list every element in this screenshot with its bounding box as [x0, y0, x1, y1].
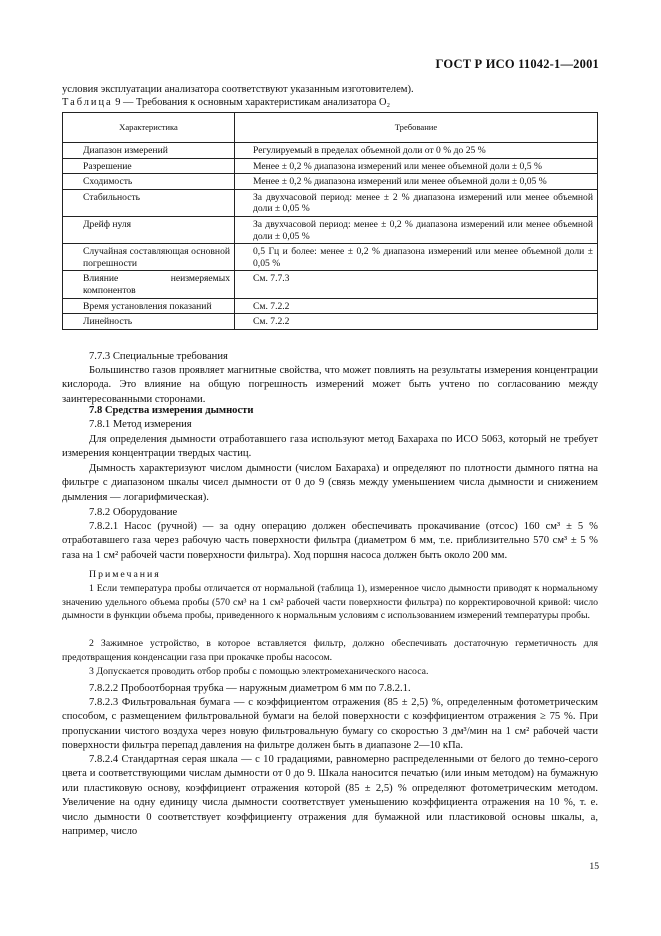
table-caption-word: Таблица: [62, 97, 113, 108]
section-7-8-2-4: 7.8.2.4 Стандартная серая шкала — с 10 градациями, равномерно распределенными от белого до темно-серого цвета и соответствующими числам дымности от 0 до 9. Шкала наносится печатью (или иным методом) на бумажную или пластиковую основу, коэффициент отражения которой (85 ± 2,5) % определяют фотометрическим методом. Увеличение на одну единицу числа дымности соответствует уменьшению коэффициента отражения на 10 %, т. е. число дымности 0 соответствует коэффициенту отражения для бумажной или пластиковой основы шкалы, а, например, число: [62, 754, 598, 838]
cell-requirement: За двухчасовой период: менее ± 2 % диапазона измерений или менее объемной доли ± 0,05 %: [235, 189, 598, 216]
cell-requirement: За двухчасовой период: менее ± 0,2 % диапазона измерений или менее объемной доли ± 0,05 %: [235, 216, 598, 243]
note-3: 3 Допускается проводить отбор пробы с помощью электромеханического насоса.: [89, 666, 429, 677]
notes-title: Примечания: [89, 569, 161, 580]
table-row: [63, 314, 598, 330]
table-row: [63, 298, 598, 314]
requirements-table: [62, 112, 598, 330]
section-7-8-2-title: 7.8.2 Оборудование: [89, 507, 178, 518]
cell-characteristic: Дрейф нуля: [63, 216, 235, 243]
intro-text: условия эксплуатации анализатора соответствуют указанным изготовителем).: [62, 84, 414, 95]
note-1: 1 Если температура пробы отличается от нормальной (таблица 1), измеренное число дымности приводят к нормальному значению удельного объема пробы (570 см³ на 1 см² рабочей части поверхности фильтра) по корректировочной кривой: число дымности в функции объема пробы, приведенного к нормальным условиям с использованием измерений температуры пробы.: [62, 583, 598, 622]
cell-characteristic: Случайная составляющая основной погрешности: [63, 244, 235, 271]
col-header-characteristic: Характеристика: [63, 113, 235, 143]
cell-requirement: 0,5 Гц и более: менее ± 0,2 % диапазона измерений или менее объемной доли ± 0,05 %: [235, 244, 598, 271]
section-7-8-1-title: 7.8.1 Метод измерения: [89, 419, 192, 430]
table-row: [63, 174, 598, 190]
table-caption-text: 9 — Требования к основным характеристикам анализатора O₂: [115, 97, 391, 108]
cell-characteristic: Влияние неизмеряемых компонентов: [63, 271, 235, 298]
cell-requirement: См. 7.2.2: [235, 298, 598, 314]
table-row: [63, 158, 598, 174]
section-7-7-3-title: 7.7.3 Специальные требования: [89, 351, 228, 362]
table-caption: [62, 97, 390, 108]
section-7-8-title: 7.8 Средства измерения дымности: [89, 405, 254, 416]
cell-characteristic: Линейность: [63, 314, 235, 330]
cell-characteristic: Диапазон измерений: [63, 143, 235, 159]
cell-requirement: Менее ± 0,2 % диапазона измерений или менее объемной доли ± 0,5 %: [235, 158, 598, 174]
table-row: [63, 271, 598, 298]
table-row: [63, 143, 598, 159]
cell-characteristic: Стабильность: [63, 189, 235, 216]
cell-requirement: Менее ± 0,2 % диапазона измерений или менее объемной доли ± 0,05 %: [235, 174, 598, 190]
page-number: 15: [589, 861, 599, 872]
document-header: ГОСТ Р ИСО 11042-1—2001: [435, 57, 599, 71]
col-header-requirement: Требование: [235, 113, 598, 143]
cell-characteristic: Разрешение: [63, 158, 235, 174]
table-row: [63, 189, 598, 216]
section-7-8-2-1: 7.8.2.1 Насос (ручной) — за одну операцию должен обеспечивать прокачивание (отсос) 160 см³ ± 5 % отработавшего газа через рабочую часть поверхности фильтра (диаметром 6 мм, т.е. приблизительно 570 см³ ± 5 % газа на 1 см² рабочей части поверхности фильтра). Ход поршня насоса должен быть около 200 мм.: [62, 521, 598, 561]
cell-characteristic: Сходимость: [63, 174, 235, 190]
table-row: [63, 244, 598, 271]
cell-requirement: См. 7.2.2: [253, 316, 290, 328]
note-2: 2 Зажимное устройство, в которое вставляется фильтр, должно обеспечивать достаточную герметичность для предотвращения конденсации газа при прокачке пробы насосом.: [62, 638, 598, 663]
cell-requirement: См. 7.7.3: [235, 271, 598, 298]
section-7-8-1-paragraph-2: Дымность характеризуют числом дымности (числом Бахараха) и определяют по плотности дымного пятна на фильтре с диапазоном шкалы чисел дымности от 0 до 9 (связь между уменьшением числа дымности и снижением дымления — логарифмическая).: [62, 463, 598, 503]
cell-characteristic: Время установления показаний: [63, 298, 235, 314]
section-7-8-2-3: 7.8.2.3 Фильтровальная бумага — с коэффициентом отражения (85 ± 2,5) %, определенным фотометрическим способом, с размещением фильтровальной бумаги на белой поверхности с коэффициентом отражения ≥ 75 %. При пропускании чистого воздуха через новую фильтровальную бумагу со скоростью 3 дм³/мин на 1 см² рабочей части поверхности фильтра перепад давления на фильтре должен быть в диапазоне 2—10 кПа.: [62, 697, 598, 752]
section-7-8-2-2: 7.8.2.2 Пробоотборная трубка — наружным диаметром 6 мм по 7.8.2.1.: [89, 683, 411, 694]
cell-requirement: Регулируемый в пределах объемной доли от 0 % до 25 %: [235, 143, 598, 159]
section-7-8-1-paragraph-1: Для определения дымности отработавшего газа используют метод Бахараха по ИСО 5063, который не требует измерения концентрации твердых частиц.: [62, 434, 598, 460]
table-row: [63, 216, 598, 243]
section-7-7-3-text: Большинство газов проявляет магнитные свойства, что может повлиять на результаты измерения концентрации кислорода. Это влияние на общую погрешность измерений может быть учтено по согласованию между заинтересованными сторонами.: [62, 365, 598, 405]
